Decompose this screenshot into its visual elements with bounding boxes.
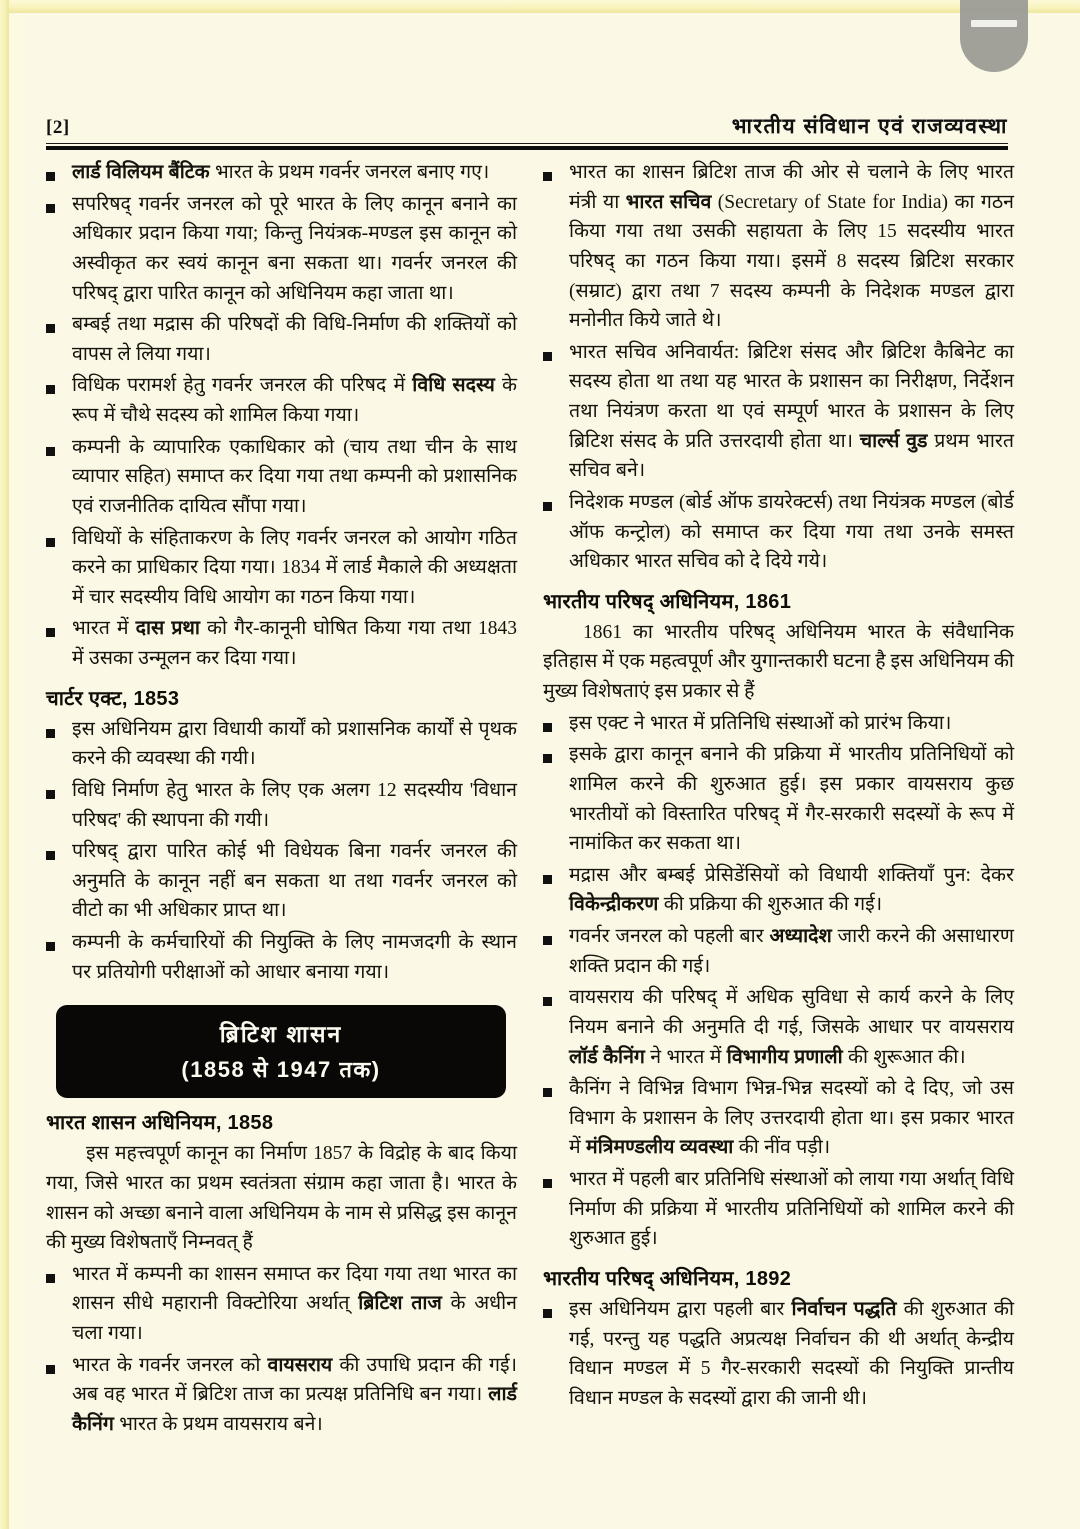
page-edge-top [0,0,1080,13]
square-bullet-icon [46,776,72,835]
header-rule-thick [46,146,1008,150]
list-item-text: भारत में कम्पनी का शासन समाप्त कर दिया गया तथा भारत का शासन सीधे महारानी विक्टोरिया अर्थात् ब्रिटिश ताज के अधीन चला गया। [72,1263,517,1344]
list-item-text: भारत के गवर्नर जनरल को वायसराय की उपाधि प्रदान की गई। अब वह भारत में ब्रिटिश ताज का प्रत्यक्ष प्रतिनिधि बन गया। लार्ड कैनिंग भारत के प्रथम वायसराय बने। [72,1354,517,1435]
list-item-text: लार्ड विलियम बैंटिक भारत के प्रथम गवर्नर जनरल बनाए गए। [72,162,490,183]
list-item [46,776,517,835]
square-bullet-icon [543,740,569,859]
list-item-text: सपरिषद् गवर्नर जनरल को पूरे भारत के लिए कानून बनाने का अधिकार प्रदान किया गया; किन्तु नियंत्रक-मण्डल इस कानून को अस्वीकृत कर स्वयं कानून बना सकता था। गवर्नर जनरल की परिषद् द्वारा पारित कानून को अधिनियम कहा जाता था। [72,193,517,304]
square-bullet-icon [543,158,569,336]
list-item [46,310,517,369]
square-bullet-icon [46,614,72,673]
list-item [543,488,1014,577]
list-item [543,983,1014,1072]
list-item-text: विधि निर्माण हेतु भारत के लिए एक अलग 12 सदस्यीय 'विधान परिषद' की स्थापना की गयी। [72,779,517,831]
square-bullet-icon [46,524,72,613]
list-item-text: बम्बई तथा मद्रास की परिषदों की विधि-निर्माण की शक्तियों को वापस ले लिया गया। [72,314,517,365]
list-item [543,740,1014,859]
square-bullet-icon [543,861,569,920]
list-item [46,614,517,673]
square-bullet-icon [543,1295,569,1414]
list-item [543,1295,1014,1414]
list-item-text: भारत में दास प्रथा को गैर-कानूनी घोषित किया गया तथा 1843 में उसका उन्मूलन कर दिया गया। [72,618,517,669]
square-bullet-icon [543,1074,569,1163]
list-item [543,861,1014,920]
list-item-text: इस एक्ट ने भारत में प्रतिनिधि संस्थाओं को प्रारंभ किया। [569,712,952,734]
list-item [46,928,517,987]
list-item-text: निदेशक मण्डल (बोर्ड ऑफ डायरेक्टर्स) तथा नियंत्रक मण्डल (बोर्ड ऑफ कन्ट्रोल) को समाप्त कर दिया गया तथा उनके समस्त अधिकार भारत सचिव को दे दिये गये। [569,491,1014,573]
square-bullet-icon [543,983,569,1072]
list-item-text: कैनिंग ने विभिन्न विभाग भिन्न-भिन्न सदस्यों को दे दिए, जो उस विभाग के प्रशासन के लिए उत्तरदायी होता था। इस प्रकार भारत में मंत्रिमण्डलीय व्यवस्था की नींव पड़ी। [569,1078,1014,1159]
list-item [46,837,517,926]
list-item [46,1260,517,1349]
square-bullet-icon [46,190,72,309]
list-item-text: कम्पनी के कर्मचारियों की नियुक्ति के लिए नामजदगी के स्थान पर प्रतियोगी परीक्षाओं को आधार बनाया गया। [72,932,517,983]
square-bullet-icon [46,1260,72,1349]
square-bullet-icon [543,488,569,577]
list-item-text: परिषद् द्वारा पारित कोई भी विधेयक बिना गवर्नर जनरल की अनुमति के कानून नहीं बन सकता था तथा गवर्नर जनरल को वीटो का भी अधिकार प्राप्त था। [72,841,517,922]
square-bullet-icon [543,709,569,739]
page-edge-left [0,0,9,1529]
list-item [46,158,517,188]
left-column [46,158,517,1442]
square-bullet-icon [46,433,72,522]
list-item-text: कम्पनी के व्यापारिक एकाधिकार को (चाय तथा चीन के साथ व्यापार सहित) समाप्त कर दिया गया तथा कम्पनी को प्रशासनिक एवं राजनीतिक दायित्व सौंपा गया। [72,436,517,517]
two-column-body [46,158,1014,1442]
bullet-list-act-1858-cont [543,158,1014,577]
heading-act-1861: भारतीय परिषद् अधिनियम, 1861 [543,590,792,613]
list-item [543,709,1014,739]
list-item [543,338,1014,486]
list-item-text: भारत में पहली बार प्रतिनिधि संस्थाओं को लाया गया अर्थात् विधि निर्माण की प्रक्रिया में भारतीय प्रतिनिधियों को शामिल करने की शुरुआत हुई। [569,1169,1014,1250]
list-item-text: विधियों के संहिताकरण के लिए गवर्नर जनरल को आयोग गठित करने का प्राधिकार दिया गया। 1834 में लार्ड मैकाले की अध्यक्षता में चार सदस्यीय विधि आयोग का गठन किया गया। [72,527,517,608]
list-item [543,922,1014,981]
running-head-title: भारतीय संविधान एवं राजव्यवस्था [731,115,1008,138]
british-rule-banner [56,1005,506,1098]
list-item-text: भारत का शासन ब्रिटिश ताज की ओर से चलाने के लिए भारत मंत्री या भारत सचिव (Secretary of State for India) का गठन किया गया तथा उसकी सहायता के लिए 15 सदस्यीय भारत परिषद् का गठन किया गया। इसमें 8 सदस्य ब्रिटिश सरकार (सम्राट) द्वारा तथा 7 सदस्य कम्पनी के निदेशक मण्डल द्वारा मनोनीत किये जाते थे। [569,162,1014,332]
right-column [543,158,1014,1442]
bullet-list-act-1861 [543,709,1014,1254]
square-bullet-icon [543,1165,569,1254]
banner-title: ब्रिटिश शासन [219,1021,343,1048]
square-bullet-icon [46,715,72,774]
page-number: [2] [46,117,70,138]
list-item-text: वायसराय की परिषद् में अधिक सुविधा से कार्य करने के लिए नियम बनाने की अनुमति दी गई, जिसके आधार पर वायसराय लॉर्ड कैनिंग ने भारत में विभागीय प्रणाली की शुरूआत की। [569,987,1014,1068]
list-item-text: इसके द्वारा कानून बनाने की प्रक्रिया में भारतीय प्रतिनिधियों को शामिल करने की शुरुआत हुई। इस प्रकार वायसराय कुछ भारतीयों को विस्तारित परिषद् में गैर-सरकारी सदस्यों के रूप में नामांकित कर सकता था। [569,744,1014,855]
banner-subtitle: (1858 से 1947 तक) [181,1057,381,1083]
list-item-text: इस अधिनियम द्वारा पहली बार निर्वाचन पद्धति की शुरुआत की गई, परन्तु यह पद्धति अप्रत्यक्ष निर्वाचन की थी अर्थात् केन्द्रीय विधान मण्डल में 5 गैर-सरकारी सदस्यों की नियुक्ति प्रान्तीय विधान मण्डल के सदस्यों द्वारा की जानी थी। [569,1298,1014,1409]
heading-act-1892: भारतीय परिषद् अधिनियम, 1892 [543,1267,792,1290]
list-item [46,524,517,613]
list-item [46,715,517,774]
square-bullet-icon [46,1351,72,1440]
intro-act-1858: इस महत्त्वपूर्ण कानून का निर्माण 1857 के विद्रोह के बाद किया गया, जिसे भारत का प्रथम स्वतंत्रता संग्राम कहा जाता है। भारत के शासन को अच्छा बनाने वाला अधिनियम के नाम से प्रसिद्ध इस कानून की मुख्य विशेषताएँ निम्नवत् हैं [46,1143,517,1254]
square-bullet-icon [46,310,72,369]
list-item-text: मद्रास और बम्बई प्रेसिडेंसियों को विधायी शक्तियाँ पुन: देकर विकेन्द्रीकरण की प्रक्रिया की शुरुआत की गई। [569,864,1014,916]
page-header [46,112,1008,150]
square-bullet-icon [46,928,72,987]
header-rule-thin [46,143,1008,144]
square-bullet-icon [543,338,569,486]
list-item-text: विधिक परामर्श हेतु गवर्नर जनरल की परिषद में विधि सदस्य के रूप में चौथे सदस्य को शामिल किया गया। [72,375,517,426]
list-item [543,158,1014,336]
heading-act-1858: भारत शासन अधिनियम, 1858 [46,1112,274,1135]
square-bullet-icon [46,158,72,188]
list-item [46,190,517,309]
square-bullet-icon [46,371,72,430]
list-item [543,1165,1014,1254]
list-item-text: इस अधिनियम द्वारा विधायी कार्यों को प्रशासनिक कार्यों से पृथक करने की व्यवस्था की गयी। [72,718,517,770]
square-bullet-icon [46,837,72,926]
list-item [46,1351,517,1440]
minimize-handle[interactable] [960,0,1028,72]
bullet-list-charter-1833 [46,158,517,674]
intro-act-1861: 1861 का भारतीय परिषद् अधिनियम भारत के संवैधानिक इतिहास में एक महत्वपूर्ण और युगान्तकारी घटना है इस अधिनियम की मुख्य विशेषताएं इस प्रकार से हैं [543,621,1014,702]
bullet-list-act-1858 [46,1260,517,1440]
bullet-list-act-1892 [543,1295,1014,1414]
list-item [46,433,517,522]
heading-charter-act-1853: चार्टर एक्ट, 1853 [46,687,180,710]
list-item [543,1074,1014,1163]
list-item [46,371,517,430]
bullet-list-charter-1853 [46,715,517,988]
list-item-text: भारत सचिव अनिवार्यत: ब्रिटिश संसद और ब्रिटिश कैबिनेट का सदस्य होता था तथा यह भारत के प्रशासन का निरीक्षण, निर्देशन तथा नियंत्रण करता था एवं सम्पूर्ण भारत के प्रशासन के लिए ब्रिटिश संसद के प्रति उत्तरदायी होता था। चार्ल्स वुड प्रथम भारत सचिव बने। [569,341,1014,482]
minimize-bar-icon [971,20,1017,27]
list-item-text: गवर्नर जनरल को पहली बार अध्यादेश जारी करने की असाधारण शक्ति प्रदान की गई। [569,926,1014,977]
square-bullet-icon [543,922,569,981]
